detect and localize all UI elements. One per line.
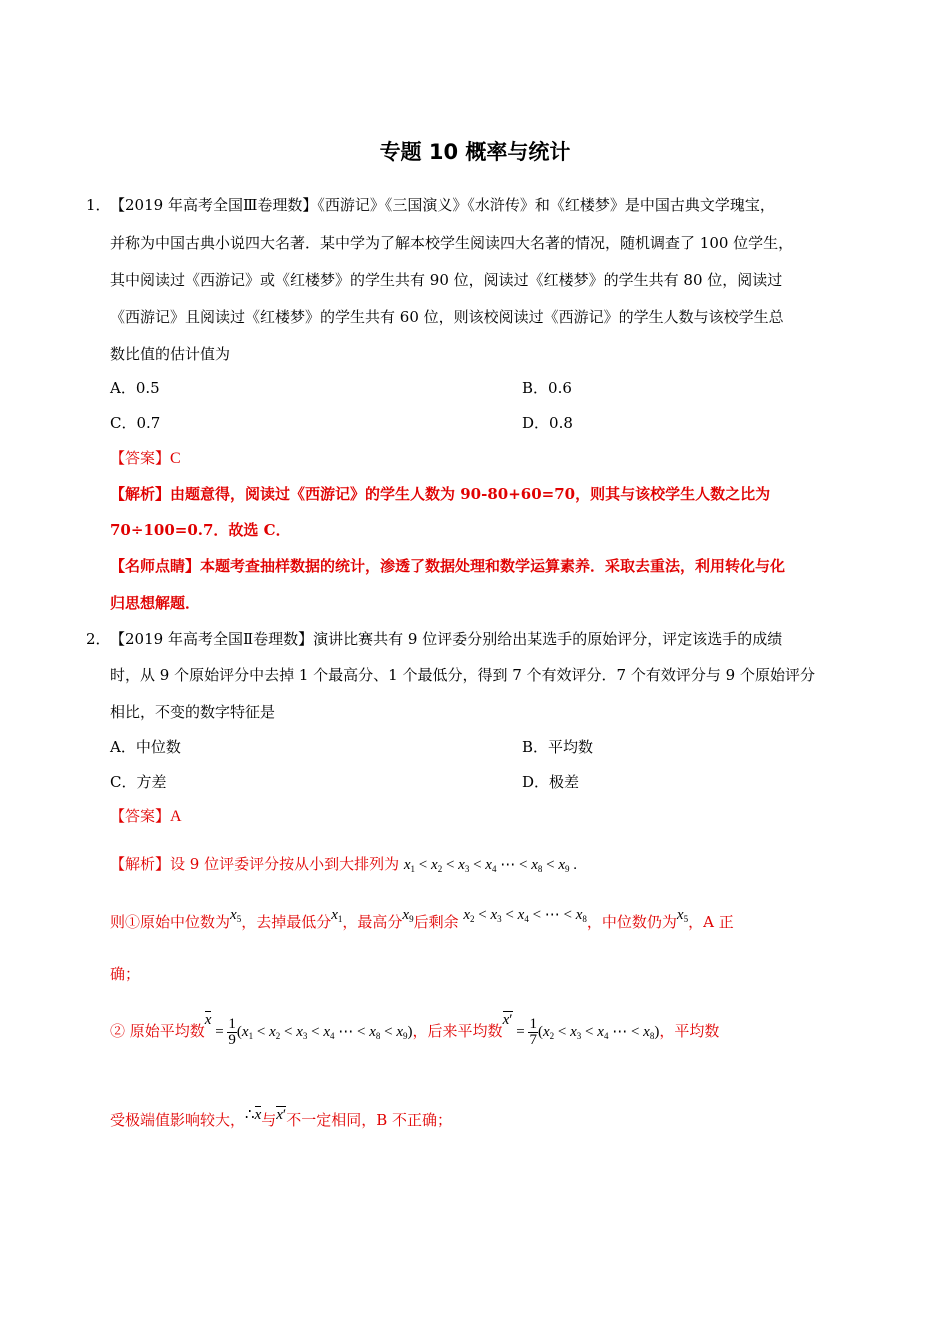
q2-analysis-line-4 [110,1107,452,1131]
q2-analysis-line-2 [110,907,734,937]
q2-analysis-line-2-cont: 确； [110,965,141,983]
q2-line-2: 时，从 9 个原始评分中去掉 1 个最高分、1 个最低分，得到 7 个有效评分．7 个有效评分与 9 个原始评分 [110,666,815,684]
xbar-prime-symbol: x′ [276,1107,287,1123]
x5-symbol-2: $x_5$ [676,907,689,924]
q2-number: 2． [86,630,111,648]
q1-analysis-line-2: 70÷100=0.7．故选 C． [110,521,291,539]
q1-line-2: 并称为中国古典小说四大名著．某中学为了解本校学生阅读四大名著的情况，随机调查了 100 位学生， [110,234,794,252]
mean-text: ，平均数 [659,1022,720,1040]
q1-line-5: 数比值的估计值为 [110,345,231,363]
q1-number: 1． [86,196,111,214]
q1-line-3: 其中阅读过《西游记》或《红楼梦》的学生共有 90 位，阅读过《红楼梦》的学生共有 80 位，阅读过 [110,271,783,289]
and-text: 与 [261,1111,277,1129]
q2-analysis-line-3 [110,1012,719,1055]
q1-analysis-line-1: 【解析】由题意得，阅读过《西游记》的学生人数为 90-80+60=70，则其与该校学生人数之比为 [110,485,771,503]
q1-answer [110,448,181,469]
q1-line-4: 《西游记》且阅读过《红楼梦》的学生共有 60 位，则该校阅读过《西游记》的学生人数与该校学生总 [110,308,784,326]
original-mean-text: ② 原始平均数 [110,1022,205,1040]
original-mean-formula: x = $\frac{1}{9}$ ($x_1 < x_2 < x_3 < x_4$ ⋯ < $x_8 < x_9$) [204,1012,413,1049]
xbar-symbol: x [254,1107,262,1123]
q2-analysis-1-text: 【解析】设 9 位评委评分按从小到大排列为 [110,855,400,873]
new-mean-text: ，后来平均数 [412,1022,503,1040]
q1-tip-line-1: 【名师点睛】本题考查抽样数据的统计，渗透了数据处理和数学运算素养．采取去重法，利用转化与化 [110,557,786,575]
extreme-text: 受极端值影响较大， [110,1111,246,1129]
remaining-formula: $x_2 < x_3 < x_4$ < ⋯ < $x_8$ [463,907,587,924]
frac2-denominator: 7 [529,1032,537,1049]
q2-line-1: 【2019 年高考全国Ⅱ卷理数】演讲比赛共有 9 位评委分别给出某选手的原始评分，评定该选手的成绩 [110,630,783,648]
order-formula: $x_1 < x_2 < x_3 < x_4$ ⋯ < $x_8 < x_9$ . [403,857,577,874]
therefore-symbol: ∴ [245,1107,255,1123]
q2-answer [110,806,182,827]
q2-option-c: C．方差 [110,773,167,791]
q2-option-a: A．中位数 [110,738,181,756]
q1-option-a: A．0.5 [110,379,160,397]
q2-option-d: D．极差 [522,773,580,791]
q1-option-d: D．0.8 [522,414,573,432]
q1-answer-label: 【答案】 [110,449,171,467]
q1-answer-value: C [170,450,181,467]
q1-option-b: B．0.6 [522,379,572,397]
fraction-one-ninth [227,1017,237,1048]
frac1-denominator: 9 [228,1032,236,1049]
page-title: 专题 10 概率与统计 [379,140,571,164]
x9-symbol: $x_9$ [402,907,414,924]
median-still-text: ，中位数仍为 [586,913,677,931]
remove-min-text: ，去掉最低分 [241,913,332,931]
q2-option-b: B．平均数 [522,738,594,756]
frac2-numerator: 1 [529,1016,537,1033]
frac1-numerator: 1 [228,1016,236,1033]
q1-line-1: 【2019 年高考全国Ⅲ卷理数】《西游记》《三国演义》《水浒传》和《红楼梦》是中国古典文学瑰宝， [110,196,775,214]
fraction-one-seventh [528,1017,538,1048]
a-correct-text: ，A 正 [688,913,734,931]
q1-tip-line-2: 归思想解题． [110,594,201,612]
q2-line-3: 相比，不变的数字特征是 [110,703,276,721]
b-incorrect-text: 不一定相同，B 不正确； [286,1111,452,1129]
median-text: 则①原始中位数为 [110,913,231,931]
q2-answer-label: 【答案】 [110,807,171,825]
q2-analysis-line-1 [110,854,577,879]
q2-answer-value: A [170,808,182,825]
remove-max-text: ，最高分 [342,913,403,931]
new-mean-formula: x′ = $\frac{1}{7}$ ($x_2 < x_3 < x_4$ ⋯ < $x_8$) [502,1012,660,1049]
x1-symbol: $x_1$ [331,907,343,924]
remaining-text: 后剩余 [413,913,459,931]
x5-symbol: $x_5$ [230,907,242,924]
q1-option-c: C．0.7 [110,414,161,432]
